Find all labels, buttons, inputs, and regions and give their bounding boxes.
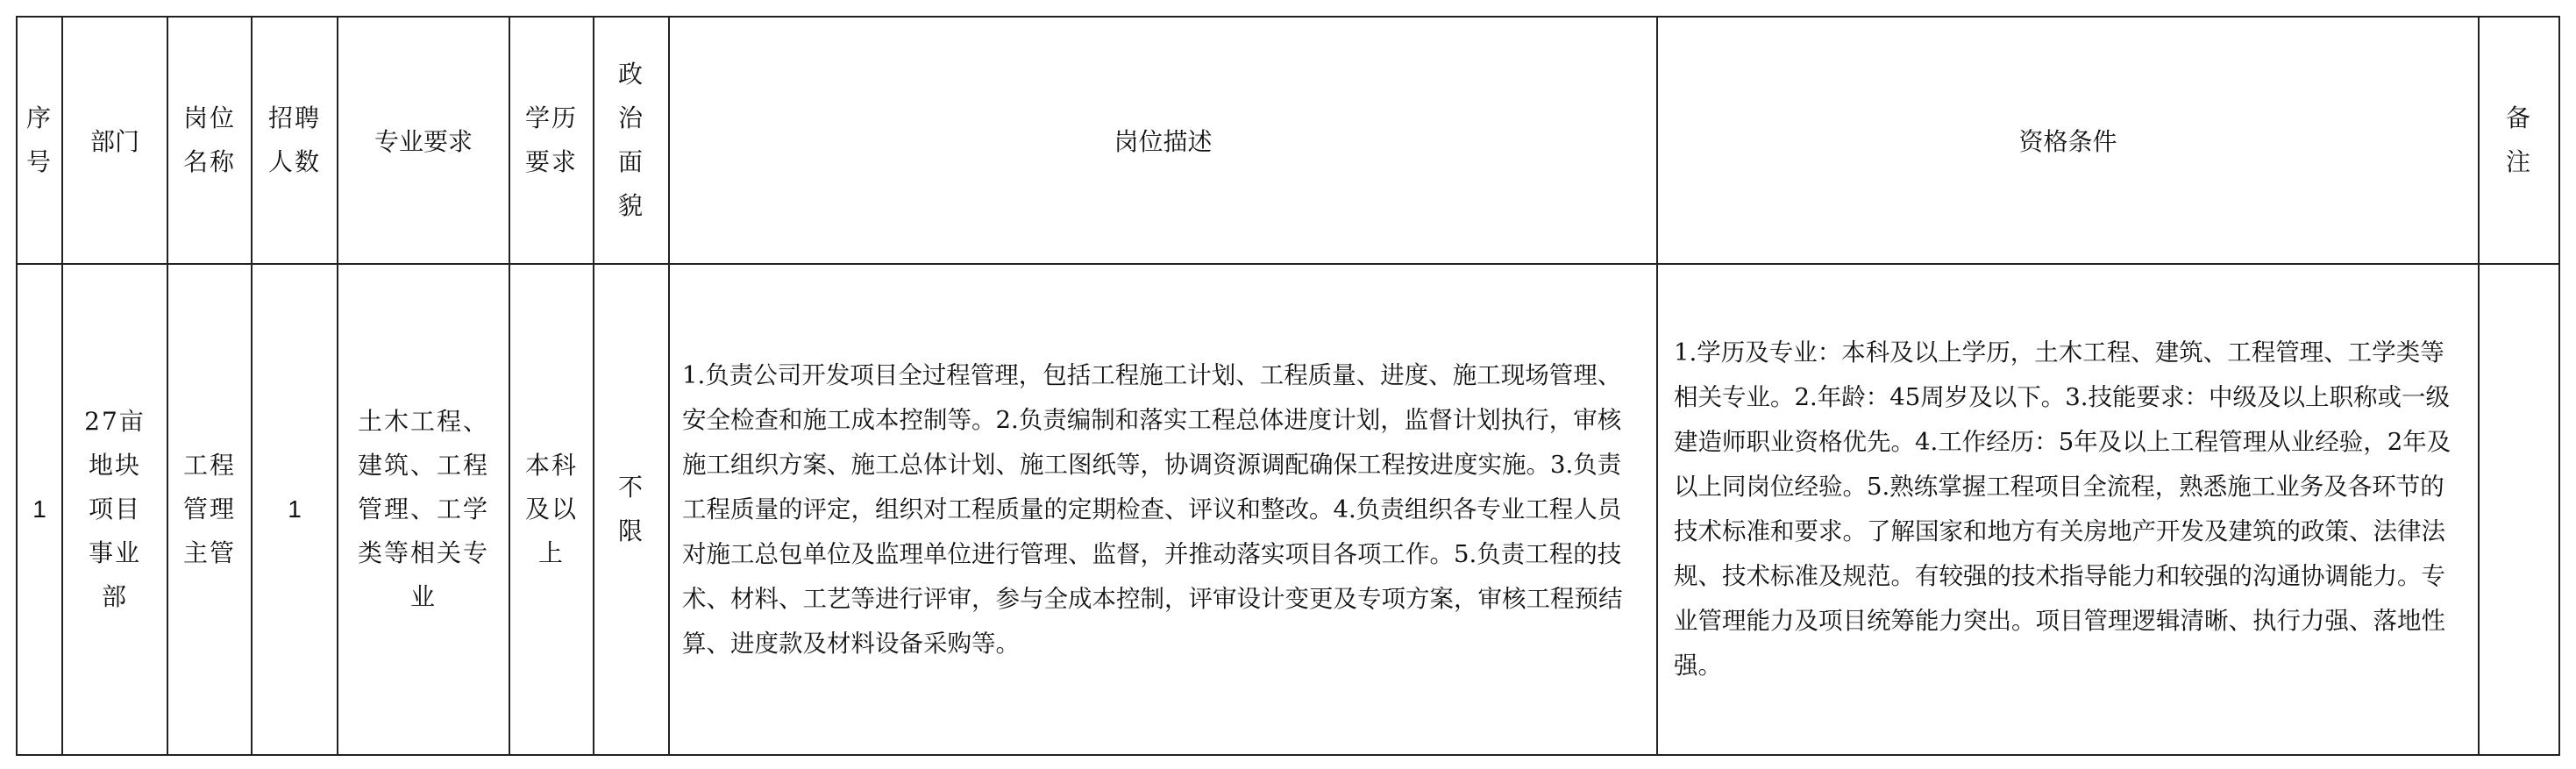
cell-description: 1.负责公司开发项目全过程管理，包括工程施工计划、工程质量、进度、施工现场管理、安全检查和施工成本控制等。2.负责编制和落实工程总体进度计划，监督计划执行，审核施工组织方案、施工总体计划、施工图纸等，协调资源调配确保工程按进度实施。3.负责工程质量的评定，组织对工程质量的定期检查、评议和整改。4.负责组织各专业工程人员对施工总包单位及监理单位进行管理、监督，并推动落实项目各项工作。5.负责工程的技术、材料、工艺等进行评审，参与全成本控制，评审设计变更及专项方案，审核工程预结算、进度款及材料设备采购等。 xyxy=(669,264,1657,755)
header-political: 政 治 面 貌 xyxy=(594,17,669,264)
cell-major: 土木工程、 建筑、工程 管理、工学 类等相关专 业 xyxy=(338,264,509,755)
table-row xyxy=(17,264,2559,755)
header-remarks: 备 注 xyxy=(2479,17,2559,264)
cell-dept: 27亩 地块 项目 事业 部 xyxy=(62,264,167,755)
header-position: 岗位 名称 xyxy=(167,17,252,264)
cell-political: 不 限 xyxy=(594,264,669,755)
header-dept: 部门 xyxy=(62,17,167,264)
cell-qualification: 1.学历及专业：本科及以上学历，土木工程、建筑、工程管理、工学类等相关专业。2.年龄：45周岁及以下。3.技能要求：中级及以上职称或一级建造师职业资格优先。4.工作经历：5年及以上工程管理从业经验，2年及以上同岗位经验。5.熟练掌握工程项目全流程，熟悉施工业务及各环节的技术标准和要求。了解国家和地方有关房地产开发及建筑的政策、法律法规、技术标准及规范。有较强的技术指导能力和较强的沟通协调能力。专业管理能力及项目统筹能力突出。项目管理逻辑清晰、执行力强、落地性强。 xyxy=(1657,264,2479,755)
cell-position: 工程 管理 主管 xyxy=(167,264,252,755)
cell-seq: 1 xyxy=(17,264,62,755)
cell-remarks xyxy=(2479,264,2559,755)
cell-count: 1 xyxy=(252,264,338,755)
header-seq: 序 号 xyxy=(17,17,62,264)
header-count: 招聘 人数 xyxy=(252,17,338,264)
recruitment-table xyxy=(16,16,2560,756)
header-qualification: 资格条件 xyxy=(1657,17,2479,264)
header-major: 专业要求 xyxy=(338,17,509,264)
header-row xyxy=(17,17,2559,264)
header-description: 岗位描述 xyxy=(669,17,1657,264)
cell-education: 本科 及以 上 xyxy=(509,264,594,755)
header-education: 学历 要求 xyxy=(509,17,594,264)
